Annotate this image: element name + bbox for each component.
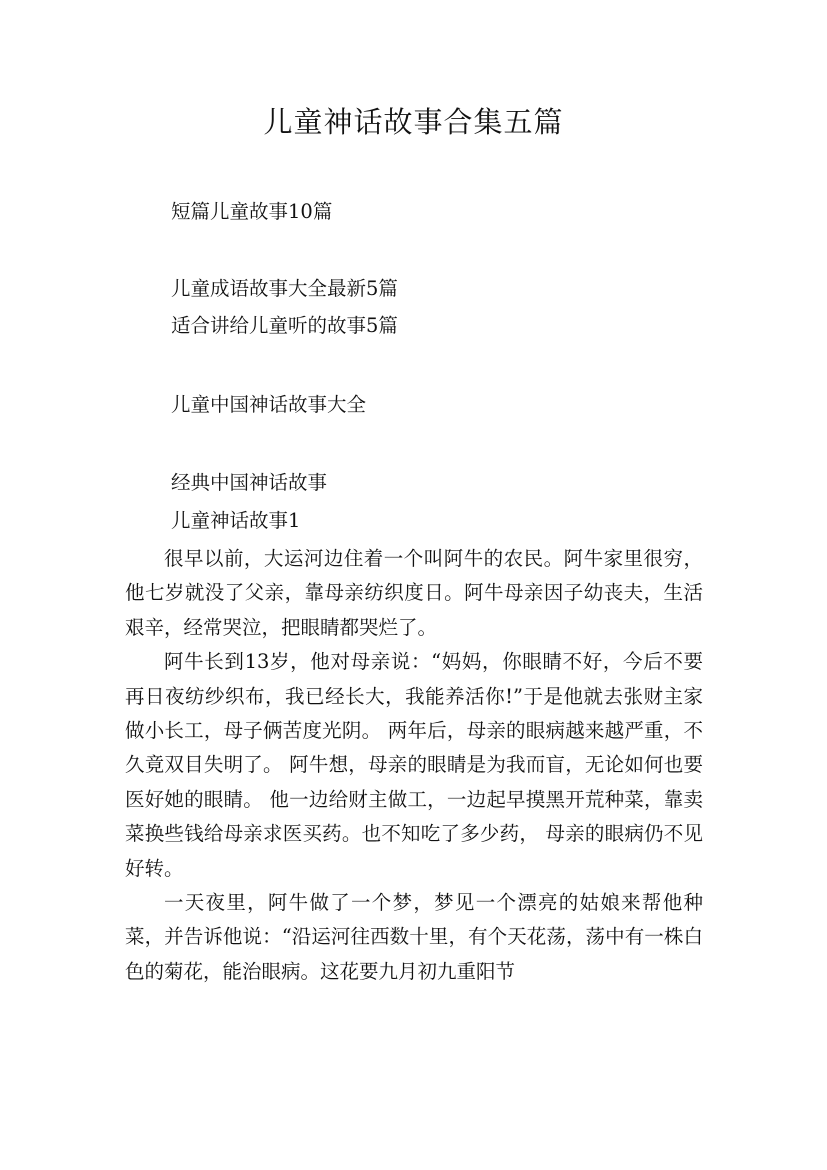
toc-item: 儿童中国神话故事大全 <box>171 393 367 416</box>
paragraph: 一天夜里，阿牛做了一个梦，梦见一个漂亮的姑娘来帮他种菜，并告诉他说：“沿运河往西数十里，有个天花荡，荡中有一株白色的菊花，能治眼病。这花要九月初九重阳节 <box>125 891 703 983</box>
document-title: 儿童神话故事合集五篇 <box>263 105 564 139</box>
story-body <box>125 542 703 989</box>
paragraph: 很早以前，大运河边住着一个叫阿牛的农民。阿牛家里很穷， 他七岁就没了父亲，靠母亲纺织度日。阿牛母亲因子幼丧夫，生活艰辛，经常哭泣，把眼睛都哭烂了。 <box>125 547 703 639</box>
toc-item: 经典中国神话故事 <box>171 471 328 494</box>
story-heading: 儿童神话故事1 <box>171 509 301 532</box>
paragraph: 阿牛长到13岁，他对母亲说：“妈妈，你眼睛不好，今后不要再日夜纺纱织布，我已经长大，我能养活你!”于是他就去张财主家做小长工，母子俩苦度光阴。 两年后，母亲的眼病越来越严重，不久竟双目失明了。 阿牛想，母亲的眼睛是为我而盲，无论如何也要医好她的眼睛。 他一边给财主做工，一边起早摸黑开荒种菜，靠卖菜换些钱给母亲求医买药。也不知吃了多少药， 母亲的眼病仍不见好转。 <box>125 650 703 880</box>
toc-item: 儿童成语故事大全最新5篇 <box>171 277 398 300</box>
toc-item: 适合讲给儿童听的故事5篇 <box>171 314 398 337</box>
toc-item: 短篇儿童故事10篇 <box>171 200 333 223</box>
